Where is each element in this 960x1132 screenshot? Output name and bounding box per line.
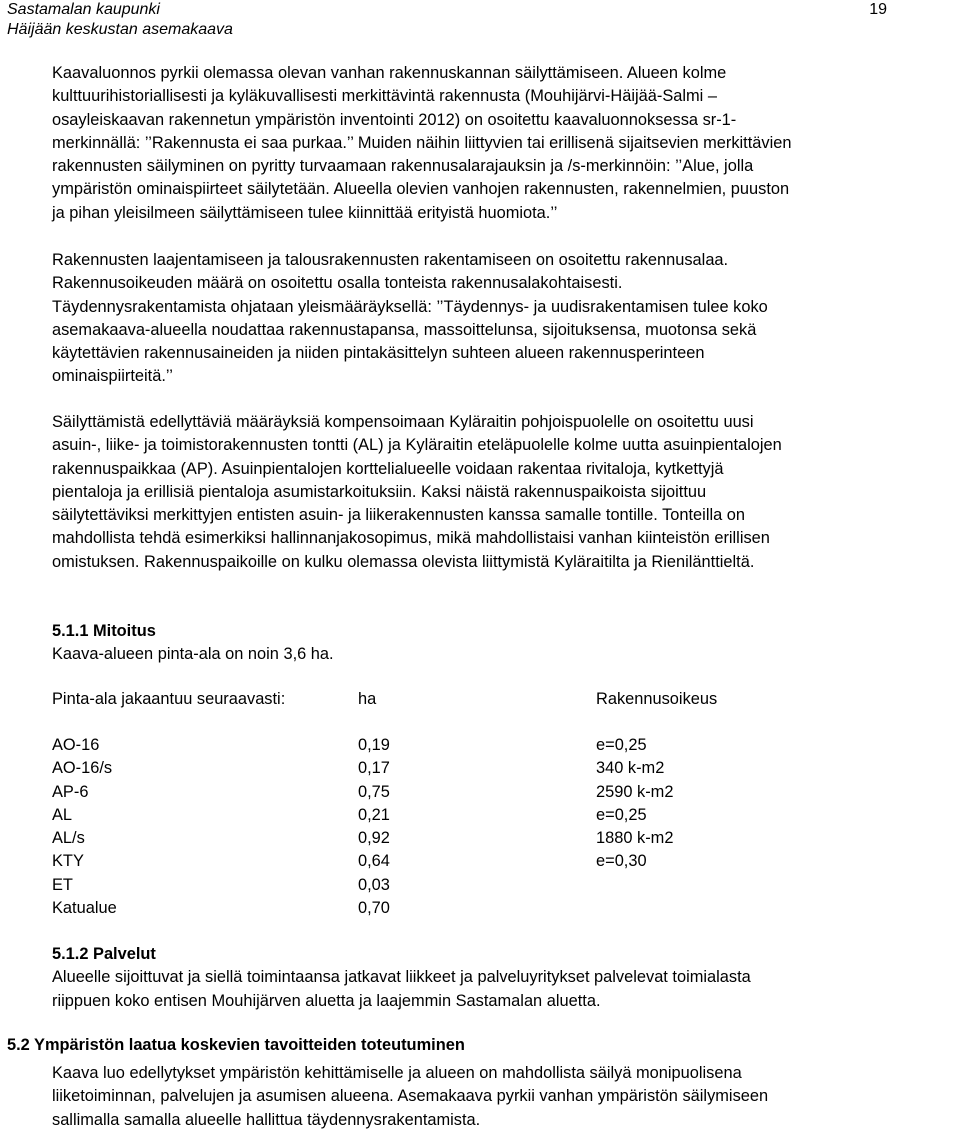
table-row: [52, 781, 752, 804]
cell-area: 0,70: [358, 899, 390, 918]
text-line: merkinnällä: ’’Rakennusta ei saa purkaa.’’ Muiden näihin liittyvien tai erillisenä sijaitsevien merkittävien: [52, 133, 792, 152]
cell-zone: AO-16/s: [52, 759, 113, 778]
header-plan-name: Häijään keskustan asemakaava: [7, 21, 233, 38]
cell-area: 0,75: [358, 782, 390, 801]
cell-area: 0,21: [358, 805, 390, 824]
table-row: [52, 734, 752, 757]
text-line: Täydennysrakentamista ohjataan yleismääräyksellä: ’’Täydennys- ja uudisrakentamisen tulee koko: [52, 297, 768, 316]
section-5-1-2: [52, 943, 960, 1013]
section-heading: 5.1.2 Palvelut: [52, 945, 156, 963]
table-row: [52, 804, 752, 827]
text-line: pientaloja ja erillisiä pientaloja asumistarkoituksiin. Kaksi näistä rakennuspaikoista sijoittuu: [52, 482, 707, 501]
cell-zone: KTY: [52, 852, 84, 871]
table-row: [52, 897, 752, 920]
section-heading: 5.1.1 Mitoitus: [52, 622, 156, 640]
cell-building-right: e=0,25: [596, 805, 647, 824]
page-number: 19: [869, 1, 887, 18]
text-line: Säilyttämistä edellyttäviä määräyksiä kompensoimaan Kyläraitin pohjoispuolelle on osoitettu uusi: [52, 413, 754, 431]
text-line: osayleiskaavan rakennetun ympäristön inventointi 2012) on osoitettu kaavaluonnoksessa sr-1-: [52, 110, 737, 129]
area-table: [52, 688, 752, 711]
cell-building-right: 2590 k-m2: [596, 782, 674, 801]
section-5-1-1: [52, 620, 960, 667]
extension-paragraph: [52, 249, 960, 389]
text-line: riippuen koko entisen Mouhijärven aluetta ja laajemmin Sastamalan aluetta.: [52, 991, 601, 1010]
table-header-row: [52, 688, 752, 711]
cell-zone: AL: [52, 805, 73, 824]
cell-zone: AO-16: [52, 736, 100, 754]
cell-building-right: e=0,30: [596, 852, 647, 871]
section-5-2-heading: 5.2 Ympäristön laatua koskevien tavoitteiden toteutuminen: [7, 1036, 465, 1054]
cell-zone: Katualue: [52, 899, 117, 918]
column-header: Rakennusoikeus: [596, 690, 718, 708]
text-line: ja pihan yleisilmeen säilyttämiseen tulee kiinnittää erityistä huomiota.’’: [52, 203, 558, 222]
text-line: ympäristön ominaispiirteet säilytetään. Alueella olevien vanhojen rakennusten, rakennelmien, puuston: [52, 180, 790, 199]
column-header: Pinta-ala jakaantuu seuraavasti:: [52, 690, 286, 708]
text-line: mahdollista tehdä esimerkiksi hallinnanjakosopimus, mikä mahdollistaisi vanhan kiinteistön erillisen: [52, 529, 770, 548]
cell-building-right: e=0,25: [596, 736, 647, 754]
text-line: Kaavaluonnos pyrkii olemassa olevan vanhan rakennuskannan säilyttämiseen. Alueen kolme: [52, 64, 727, 82]
header-municipality: Sastamalan kaupunki: [7, 1, 160, 18]
text-line: ominaispiirteitä.’’: [52, 367, 173, 386]
cell-building-right: 340 k-m2: [596, 759, 665, 778]
area-table-body: [52, 734, 752, 920]
text-line: asuin-, liike- ja toimistorakennusten tontti (AL) ja Kyläraitin eteläpuolelle kolme uutta asuinpientalojen: [52, 436, 782, 455]
text-line: Kaava luo edellytykset ympäristön kehittämiselle ja alueen on mahdollista säilyä monipuolisena: [52, 1064, 742, 1082]
text-line: sallimalla samalla alueelle hallittua täydennysrakentamista.: [52, 1110, 481, 1129]
cell-area: 0,19: [358, 736, 390, 754]
cell-zone: AL/s: [52, 829, 85, 848]
cell-area: 0,92: [358, 829, 390, 848]
column-header: ha: [358, 690, 377, 708]
table-row: [52, 874, 752, 897]
compensation-paragraph: [52, 411, 960, 574]
page-header: [7, 0, 947, 40]
cell-building-right: 1880 k-m2: [596, 829, 674, 848]
cell-zone: ET: [52, 875, 73, 894]
text-line: Alueelle sijoittuvat ja siellä toimintaansa jatkavat liikkeet ja palveluyritykset palvelevat toimialasta: [52, 968, 751, 987]
text-line: säilytettäviksi merkittyjen entisten asuin- ja liikerakennusten kanssa samalle tontille. Tonteilla on: [52, 506, 745, 525]
text-line: Rakennusoikeuden määrä on osoitettu osalla tonteista rakennusalakohtaisesti.: [52, 274, 623, 293]
text-line: asemakaava-alueella noudattaa rakennustapansa, massoittelunsa, sijoituksensa, muotonsa sekä: [52, 320, 757, 339]
area-total-text: Kaava-alueen pinta-ala on noin 3,6 ha.: [52, 645, 334, 664]
text-line: rakennusten säilyminen on pyritty turvaamaan rakennusalarajauksin ja /s-merkinnöin: ’’Alue, jolla: [52, 157, 754, 176]
table-row: [52, 757, 752, 780]
cell-area: 0,64: [358, 852, 390, 871]
table-row: [52, 827, 752, 850]
text-line: liiketoiminnan, palvelujen ja asumisen alueena. Asemakaava pyrkii vanhan ympäristön säilymiseen: [52, 1087, 769, 1106]
section-5-2-body: [52, 1062, 960, 1132]
intro-paragraph: [52, 62, 960, 225]
text-line: rakennuspaikkaa (AP). Asuinpientalojen korttelialueelle voidaan rakentaa rivitaloja, kytkettyjä: [52, 459, 724, 478]
table-row: [52, 850, 752, 873]
text-line: Rakennusten laajentamiseen ja talousrakennusten rakentamiseen on osoitettu rakennusalaa.: [52, 251, 729, 269]
text-line: kulttuurihistoriallisesti ja kyläkuvallisesti merkittävintä rakennusta (Mouhijärvi-Häijää-Salmi –: [52, 87, 717, 106]
text-line: omistuksen. Rakennuspaikoille on kulku olemassa olevista liittymistä Kyläraitilta ja Rienilänttieltä.: [52, 552, 755, 571]
text-line: käytettävien rakennusaineiden ja niiden pintakäsittelyn suhteen alueen rakennusperinteen: [52, 344, 705, 363]
cell-area: 0,03: [358, 875, 390, 894]
cell-zone: AP-6: [52, 782, 89, 801]
cell-area: 0,17: [358, 759, 390, 778]
